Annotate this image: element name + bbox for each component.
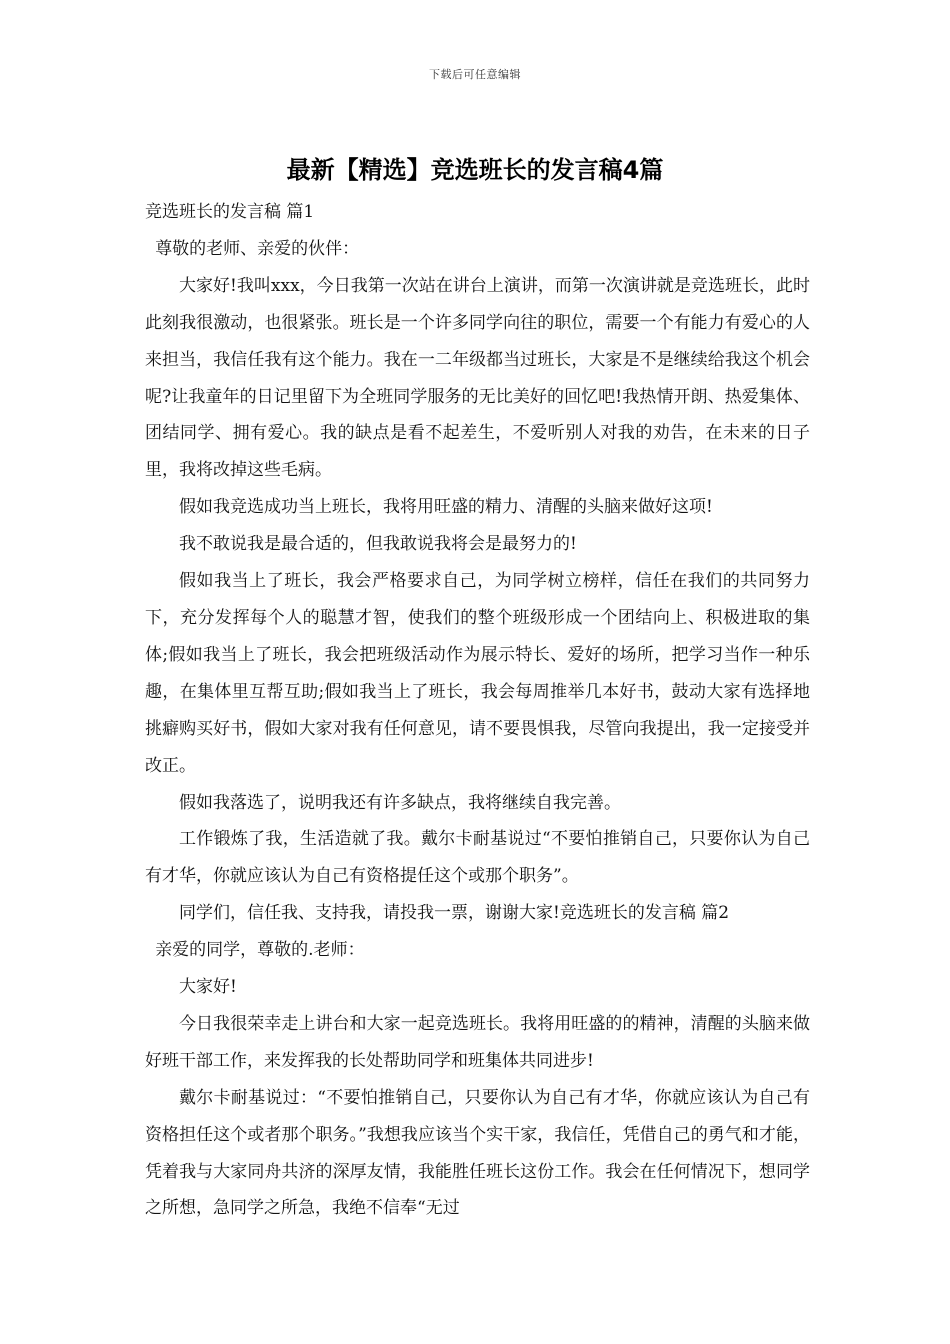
paragraph: 大家好!: [179, 977, 237, 998]
paragraph: 我不敢说我是最合适的，但我敢说我将会是最努力的!: [179, 534, 577, 555]
paragraph: 今日我很荣幸走上讲台和大家一起竞选班长。我将用旺盛的的精神，清醒的头脑来做好班干部工作，来发挥我的长处帮助同学和班集体共同进步!: [145, 1013, 810, 1071]
paragraph: 假如我当上了班长，我会严格要求自己，为同学树立榜样，信任在我们的共同努力下，充分发挥每个人的聪慧才智，使我们的整个班级形成一个团结向上、积极进取的集体;假如我当上了班长，我会把班级活动作为展示特长、爱好的场所，把学习当作一种乐趣，在集体里互帮互助;假如我当上了班长，我会每周推举几本好书，鼓动大家有选择地挑癖购买好书，假如大家对我有任何意见，请不要畏惧我，尽管向我提出，我一定接受并改正。: [145, 571, 810, 776]
paragraph: 戴尔卡耐基说过：“不要怕推销自己，只要你认为自己有才华，你就应该认为自己有资格担任这个或者那个职务。”我想我应该当个实干家，我信任，凭借自己的勇气和才能，凭着我与大家同舟共济的深厚友情，我能胜任班长这份工作。我会在任何情况下，想同学之所想，急同学之所急，我绝不信奉“无过: [145, 1087, 810, 1219]
paragraph: 大家好!我叫xxx，今日我第一次站在讲台上演讲，而第一次演讲就是竞选班长，此时此刻我很激动，也很紧张。班长是一个许多同学向往的职位，需要一个有能力有爱心的人来担当，我信任我有这个能力。我在一二年级都当过班长，大家是不是继续给我这个机会呢?让我童年的日记里留下为全班同学服务的无比美好的回忆吧!我热情开朗、热爱集体、团结同学、拥有爱心。我的缺点是看不起差生，不爱听别人对我的劝告，在未来的日子里，我将改掉这些毛病。: [145, 275, 810, 481]
paragraph: 尊敬的老师、亲爱的伙伴：: [155, 238, 360, 259]
document-body: [145, 194, 810, 1227]
paragraph: 工作锻炼了我，生活造就了我。戴尔卡耐基说过“不要怕推销自己，只要你认为自己有才华，你就应该认为自己有资格提任这个或那个职务”。: [145, 829, 810, 887]
header-note: 下载后可任意编辑: [429, 68, 521, 81]
paragraph: 同学们，信任我、支持我，请投我一票，谢谢大家!竞选班长的发言稿 篇2: [179, 903, 730, 924]
paragraph: 竞选班长的发言稿 篇1: [145, 202, 315, 222]
paragraph: 假如我落选了，说明我还有许多缺点，我将继续自我完善。: [179, 792, 621, 813]
document-title: 最新【精选】竞选班长的发言稿4篇: [286, 156, 664, 184]
paragraph: 假如我竞选成功当上班长，我将用旺盛的精力、清醒的头脑来做好这项!: [179, 497, 713, 518]
paragraph: 亲爱的同学，尊敬的.老师：: [155, 940, 365, 961]
